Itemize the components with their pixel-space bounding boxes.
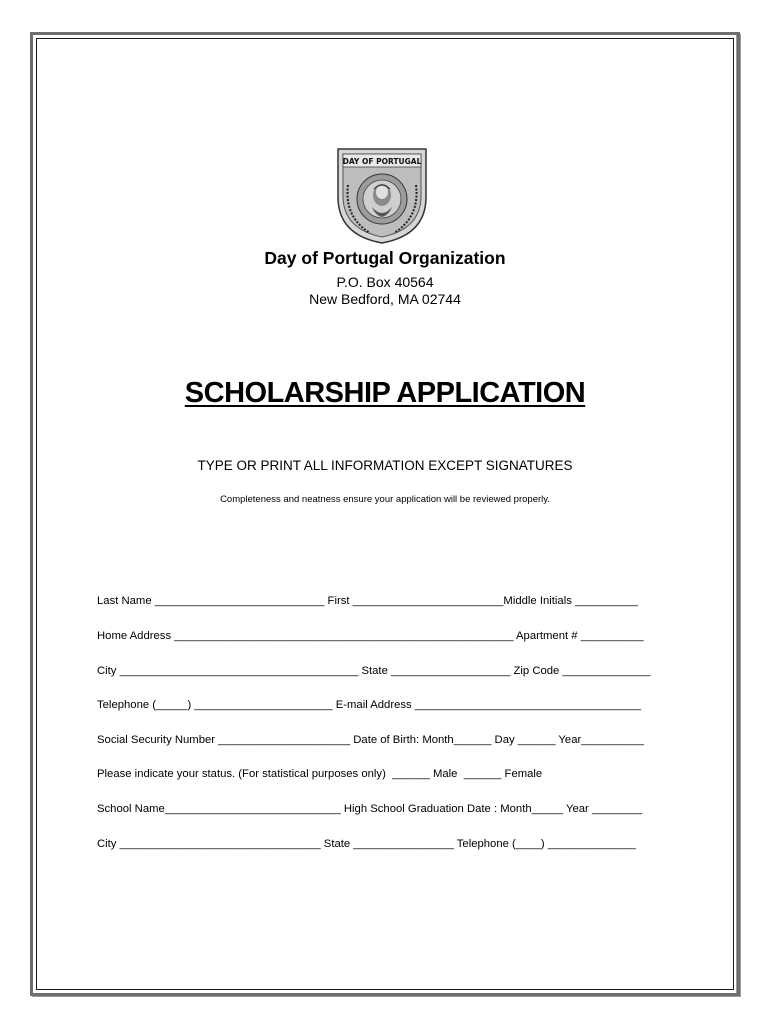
completeness-note: Completeness and neatness ensure your application will be reviewed properly.: [220, 494, 550, 505]
school-graduation-field-line[interactable]: School Name____________________________ High School Graduation Date : Month_____ Year ________: [97, 803, 643, 815]
seal-top-text: DAY OF PORTUGAL: [342, 157, 422, 166]
day-of-portugal-seal-logo: [334, 145, 430, 245]
ssn-birthdate-field-line[interactable]: Social Security Number _____________________ Date of Birth: Month______ Day ______ Year__________: [97, 734, 645, 746]
organization-name: Day of Portugal Organization: [264, 248, 506, 268]
name-field-line[interactable]: Last Name ___________________________ First ________________________Middle Initials __________: [97, 595, 638, 607]
status-field-line[interactable]: Please indicate your status. (For statistical purposes only) ______ Male ______ Female: [97, 768, 543, 780]
address-line-2: New Bedford, MA 02744: [309, 291, 461, 307]
instruction-text: TYPE OR PRINT ALL INFORMATION EXCEPT SIGNATURES: [197, 458, 573, 473]
page-title: SCHOLARSHIP APPLICATION: [184, 377, 586, 409]
home-address-field-line[interactable]: Home Address ______________________________________________________ Apartment # __________: [97, 630, 644, 642]
school-city-state-telephone-field-line[interactable]: City ________________________________ State ________________ Telephone (____) ______________: [97, 838, 636, 850]
address-line-1: P.O. Box 40564: [336, 274, 434, 290]
telephone-email-field-line[interactable]: Telephone (_____) ______________________ E-mail Address ____________________________________: [97, 699, 641, 711]
city-state-zip-field-line[interactable]: City ______________________________________ State ___________________ Zip Code ______________: [97, 665, 651, 677]
